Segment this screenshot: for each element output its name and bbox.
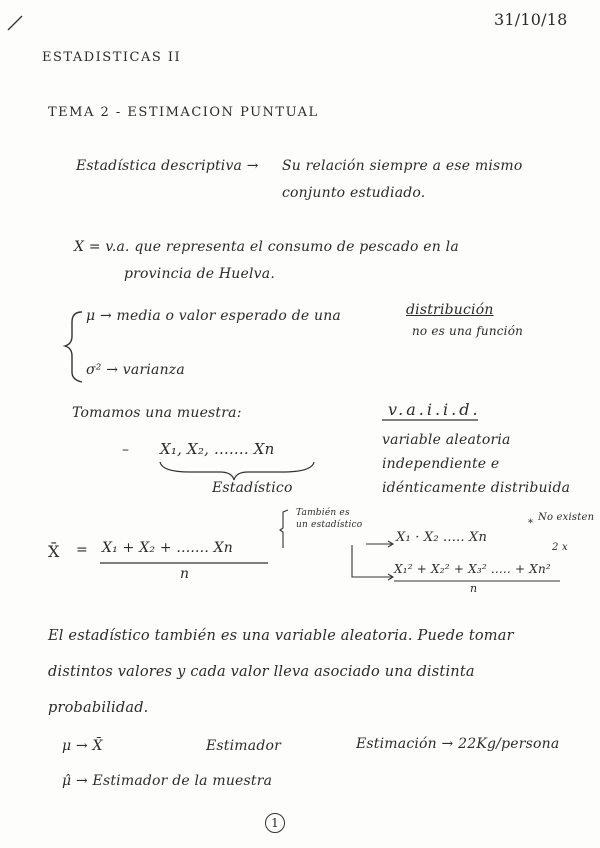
descriptive-line2: conjunto estudiado.	[282, 185, 426, 201]
muhat-line: μ̂ → Estimador de la muestra	[62, 773, 273, 789]
alt-times-2: 2 x	[552, 542, 568, 553]
estimacion-line: Estimación → 22Kg/persona	[356, 736, 560, 752]
variable-x-line2: provincia de Huelva.	[124, 266, 275, 282]
vaiid-label: v.a.i.i.d.	[388, 400, 481, 419]
mean-note1: También es	[296, 508, 350, 518]
tick-mark	[8, 16, 22, 30]
estadistico-label: Estadístico	[212, 480, 293, 496]
sample-intro: Tomamos una muestra:	[72, 405, 242, 421]
times-mark: *	[528, 518, 534, 529]
descriptive-line1: Su relación siempre a ese mismo	[282, 158, 523, 174]
sample-dash: –	[122, 442, 130, 458]
mu-to-xbar: μ → X̄	[62, 738, 103, 754]
variable-x-line1: X = v.a. que representa el consumo de pescado en la	[74, 239, 459, 255]
mu-note: no es una función	[412, 324, 524, 338]
date: 31/10/18	[494, 10, 568, 29]
arrow-alt1	[366, 541, 393, 547]
arrow-alt2	[352, 545, 393, 580]
mu-distribution: distribución	[406, 302, 494, 318]
bracket	[280, 510, 288, 548]
mean-lhs: X̄	[48, 542, 60, 561]
conclusion-line3: probabilidad.	[48, 700, 149, 716]
mean-equals: =	[76, 542, 88, 558]
conclusion-line1: El estadístico también es una variable aleatoria. Puede tomar	[48, 628, 514, 644]
curly-brace	[65, 312, 82, 382]
course-title: ESTADISTICAS II	[42, 50, 182, 65]
vaiid-desc-1: variable aleatoria	[382, 432, 511, 448]
sigma-line: σ² → varianza	[86, 362, 185, 378]
descriptive-term: Estadística descriptiva →	[76, 158, 259, 174]
mean-note2: un estadístico	[296, 520, 363, 530]
topic-title: TEMA 2 - ESTIMACION PUNTUAL	[48, 105, 319, 120]
sample-sequence: X₁, X₂, ....... Xn	[160, 440, 275, 458]
mean-numerator: X₁ + X₂ + ....... Xn	[102, 540, 234, 556]
descriptive-term-text: Estadística descriptiva	[76, 158, 243, 174]
estimador-label: Estimador	[206, 738, 282, 754]
no-existen: No existen	[538, 512, 595, 523]
alt-product: X₁ · X₂ ..... Xn	[396, 530, 488, 545]
conclusion-line2: distintos valores y cada valor lleva asociado una distinta	[48, 664, 475, 680]
underbrace	[160, 462, 314, 480]
alt-denominator: n	[470, 582, 478, 595]
mean-denominator: n	[180, 566, 190, 582]
vaiid-desc-2: independiente e	[382, 456, 500, 472]
page-number: 1	[265, 813, 285, 833]
vaiid-desc-3: idénticamente distribuida	[382, 480, 571, 496]
alt-sum-squares: X₁² + X₂² + X₃² ..... + Xn²	[394, 562, 551, 576]
mu-line: μ → media o valor esperado de una	[86, 308, 341, 324]
